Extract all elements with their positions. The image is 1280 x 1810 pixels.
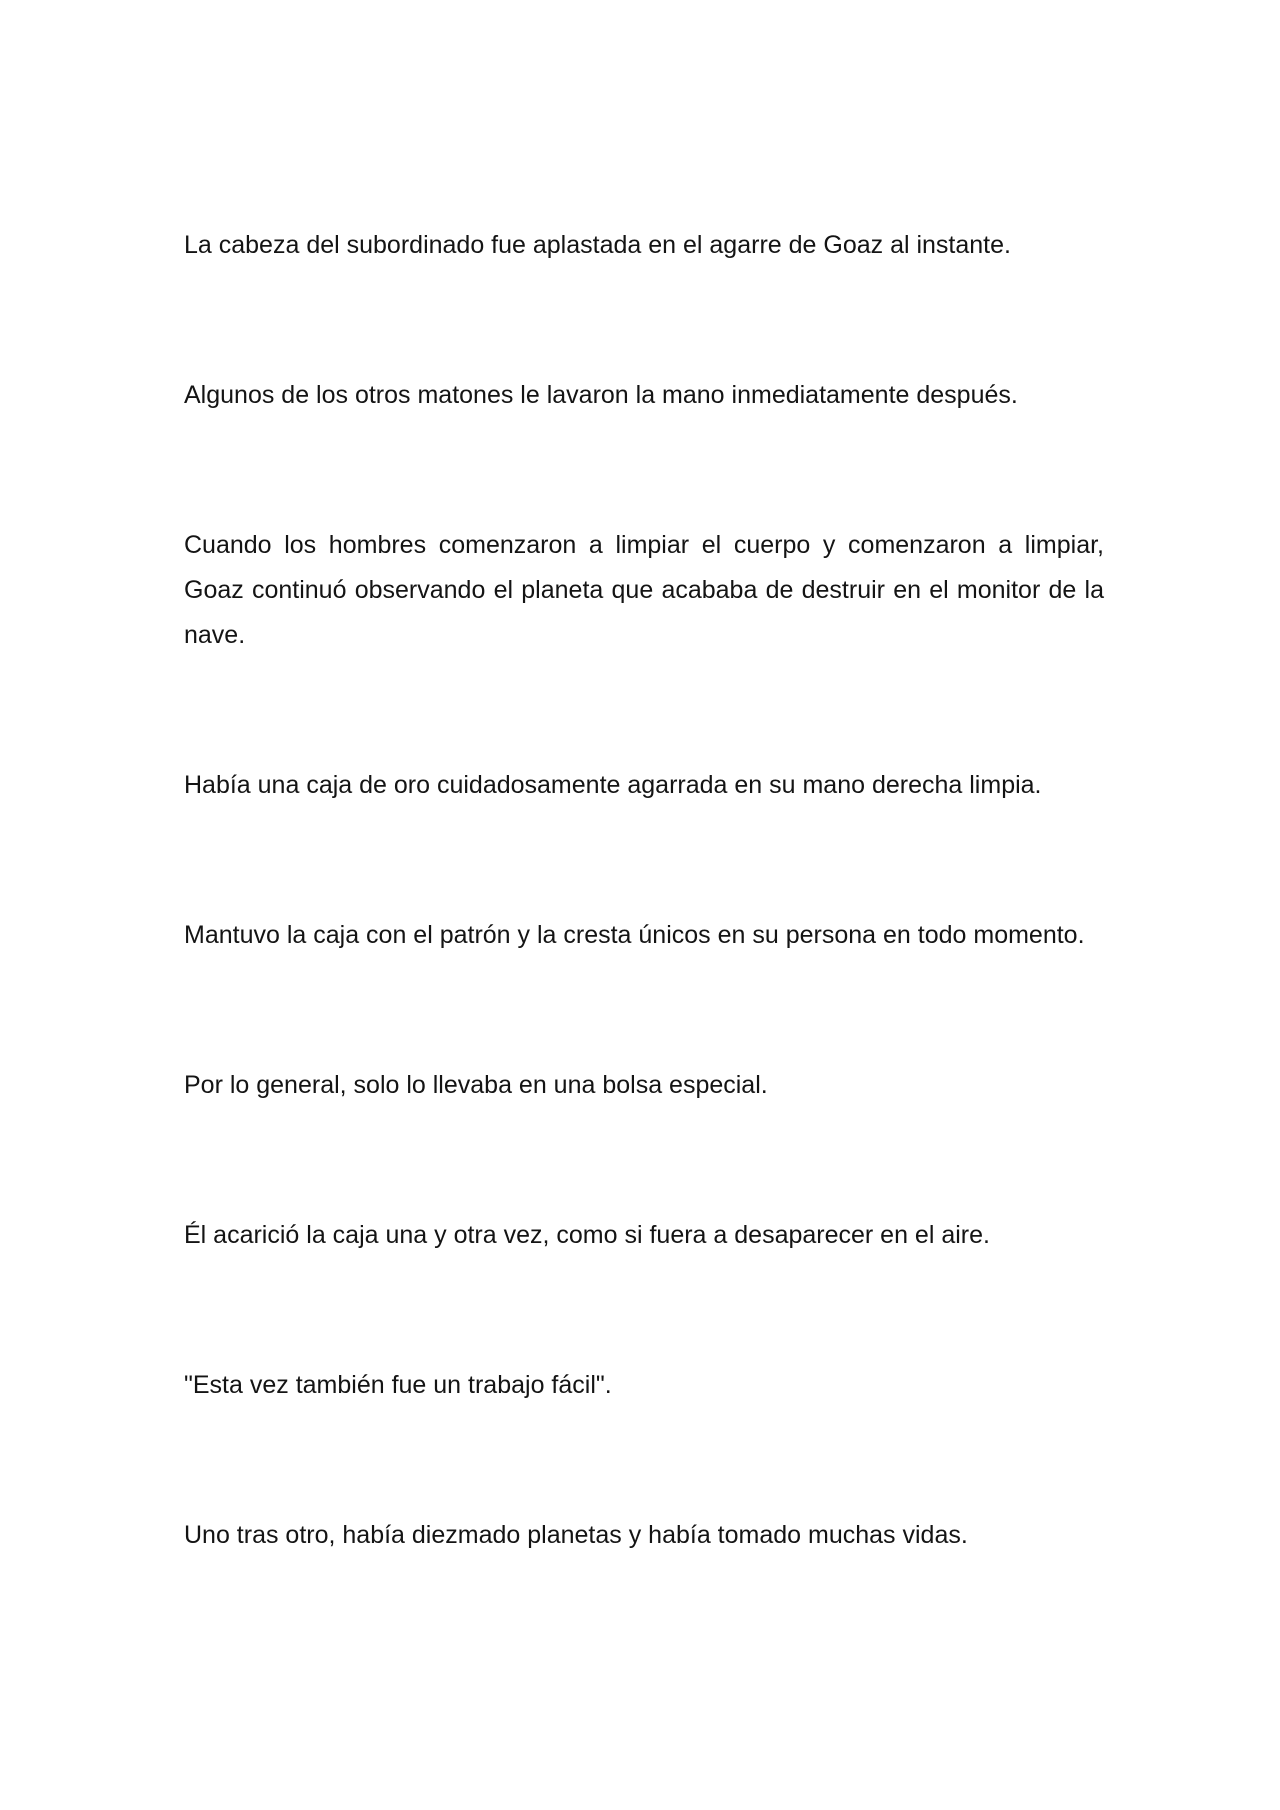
paragraph: Algunos de los otros matones le lavaron la mano inmediatamente después. — [184, 381, 1018, 409]
paragraph: Por lo general, solo lo llevaba en una bolsa especial. — [184, 1071, 768, 1099]
paragraph: Uno tras otro, había diezmado planetas y había tomado muchas vidas. — [184, 1521, 968, 1549]
paragraph: La cabeza del subordinado fue aplastada en el agarre de Goaz al instante. — [184, 231, 1011, 259]
paragraph: Mantuvo la caja con el patrón y la cresta únicos en su persona en todo momento. — [184, 921, 1085, 949]
paragraph: Él acarició la caja una y otra vez, como si fuera a desaparecer en el aire. — [184, 1221, 990, 1249]
paragraph: Había una caja de oro cuidadosamente agarrada en su mano derecha limpia. — [184, 771, 1042, 799]
paragraph: "Esta vez también fue un trabajo fácil". — [184, 1371, 612, 1399]
paragraph: Cuando los hombres comenzaron a limpiar el cuerpo y comenzaron a limpiar, Goaz continuó observando el planeta que acababa de destruir en el monitor de la nave. — [184, 531, 1104, 649]
